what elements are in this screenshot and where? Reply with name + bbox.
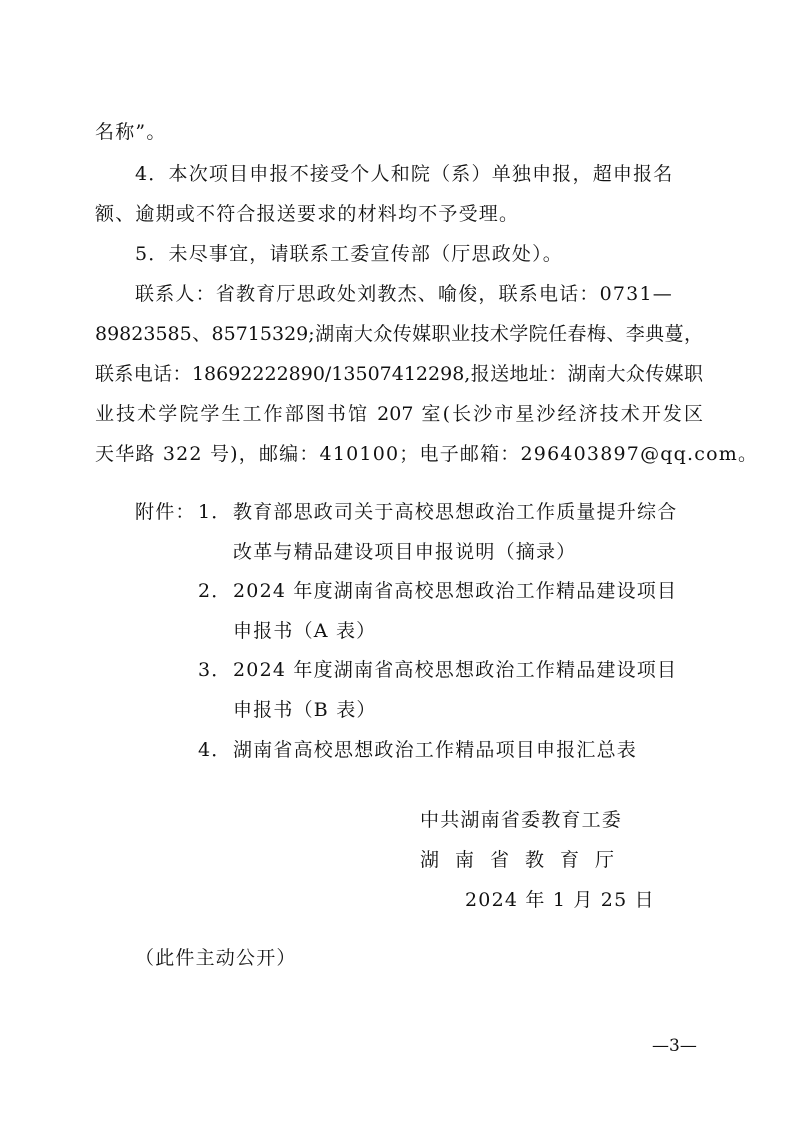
contact-line-1: 联系人：省教育厅思政处刘教杰、喻俊，联系电话：0731— bbox=[135, 283, 673, 305]
attachment-item-2-number: 2． bbox=[198, 580, 232, 602]
attachment-item-1-line-1: 教育部思政司关于高校思想政治工作质量提升综合 bbox=[233, 501, 678, 523]
paragraph-line: 名称”。 bbox=[95, 121, 167, 143]
attachment-item-3-number: 3． bbox=[198, 659, 232, 681]
attachment-item-1-line-2: 改革与精品建设项目申报说明（摘录） bbox=[233, 541, 577, 563]
item-4-line-1: 4．本次项目申报不接受个人和院（系）单独申报，超申报名 bbox=[135, 163, 674, 185]
signature-org-1: 中共湖南省委教育工委 bbox=[420, 809, 623, 831]
contact-line-4: 业技术学院学生工作部图书馆 207 室(长沙市星沙经济技术开发区 bbox=[95, 403, 703, 425]
contact-line-3: 联系电话：18692222890/13507412298,报送地址：湖南大众传媒职 bbox=[95, 363, 703, 385]
attachment-item-4-number: 4． bbox=[198, 739, 232, 761]
attachment-item-2-line-2: 申报书（A 表） bbox=[233, 620, 377, 642]
attachment-item-2-line-1: 2024 年度湖南省高校思想政治工作精品建设项目 bbox=[233, 580, 678, 602]
attachment-item-4-line-1: 湖南省高校思想政治工作精品项目申报汇总表 bbox=[233, 739, 638, 761]
attachment-item-3-line-1: 2024 年度湖南省高校思想政治工作精品建设项目 bbox=[233, 659, 678, 681]
signature-date: 2024 年 1 月 25 日 bbox=[465, 889, 655, 911]
public-note: （此件主动公开） bbox=[135, 947, 297, 969]
attachment-item-3-line-2: 申报书（B 表） bbox=[233, 699, 377, 721]
contact-line-2: 89823585、85715329;湖南大众传媒职业技术学院任春梅、李典蔓， bbox=[95, 323, 703, 345]
attachments-label: 附件： bbox=[135, 501, 196, 523]
page-number: —3— bbox=[652, 1036, 697, 1056]
signature-org-2: 湖南省教育厅 bbox=[420, 849, 631, 871]
contact-line-5: 天华路 322 号)，邮编：410100；电子邮箱：296403897@qq.com。 bbox=[95, 443, 759, 465]
attachment-item-1-number: 1． bbox=[198, 501, 232, 523]
item-4-line-2: 额、逾期或不符合报送要求的材料均不予受理。 bbox=[95, 203, 520, 225]
item-5: 5．未尽事宜，请联系工委宣传部（厅思政处）。 bbox=[135, 243, 563, 265]
